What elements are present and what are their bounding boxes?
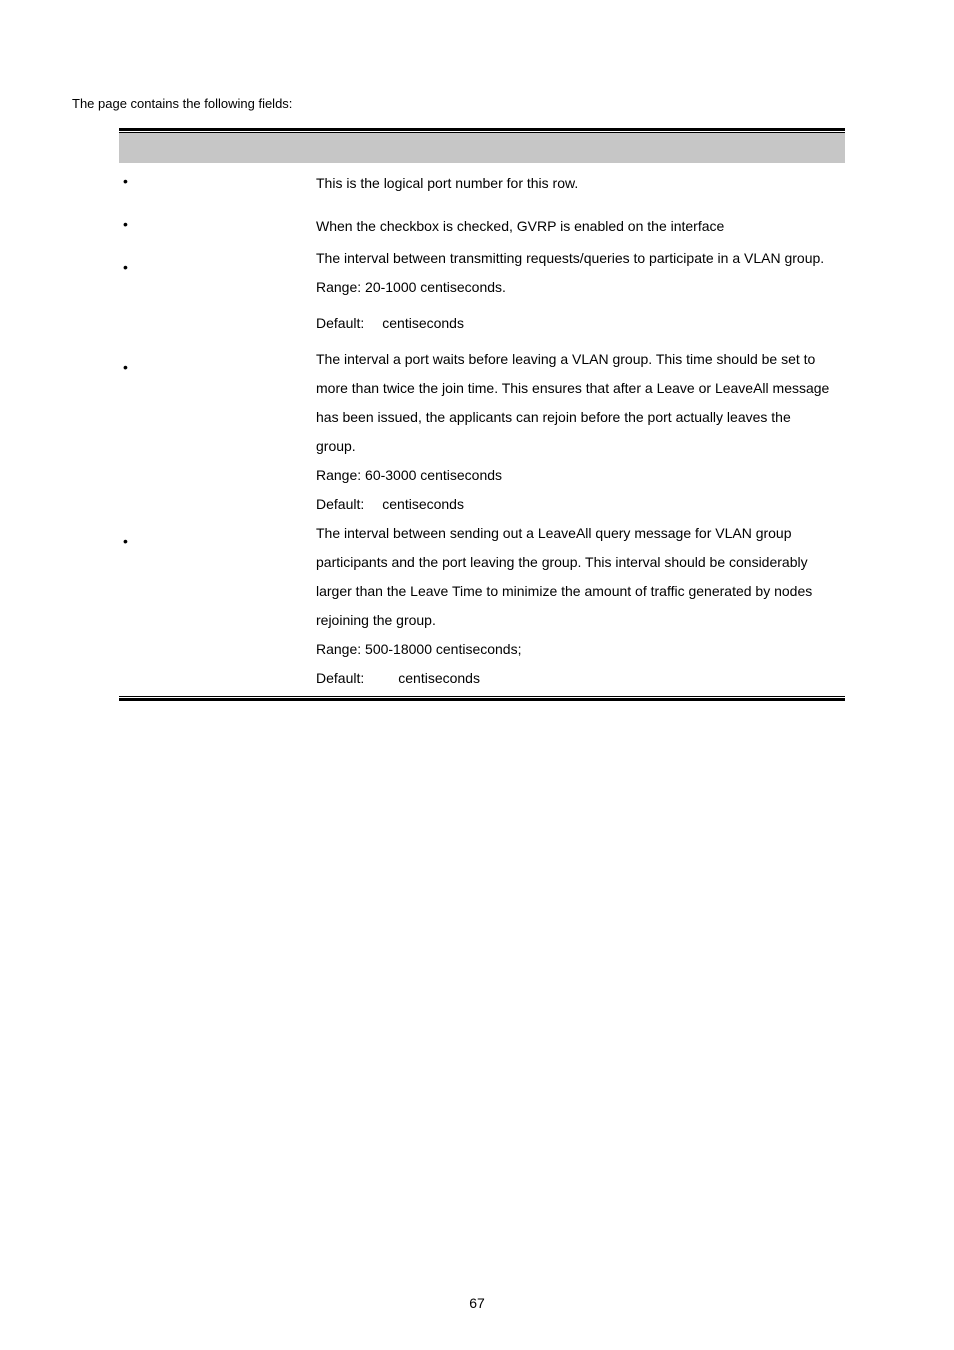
row-default [316, 664, 846, 693]
row-line: The interval between transmitting requests/queries to participate in a VLAN group. [316, 250, 825, 266]
default-unit: centiseconds [382, 315, 464, 331]
table-row-join-time [119, 244, 845, 345]
row-line: rejoining the group. [316, 612, 436, 628]
table-row-leave-time [119, 345, 845, 519]
row-line: The interval between sending out a LeaveAll query message for VLAN group [316, 525, 792, 541]
default-label: Default: [316, 496, 365, 512]
table-row-leaveall-time [119, 519, 845, 695]
page-number: 67 [469, 1295, 485, 1311]
row-line: participants and the port leaving the group. This interval should be considerably [316, 554, 808, 570]
row-line: group. [316, 438, 356, 454]
table-bottom-rule [119, 696, 845, 701]
table-row-gvrp-enabled [119, 206, 845, 244]
table-header [119, 133, 845, 163]
default-unit: centiseconds [398, 670, 480, 686]
intro-text: The page contains the following fields: [72, 96, 293, 111]
default-label: Default: [316, 670, 365, 686]
row-line: Range: 60-3000 centiseconds [316, 467, 503, 483]
bullet: • [123, 259, 128, 275]
row-line: Range: 500-18000 centiseconds; [316, 641, 522, 657]
bullet: • [123, 216, 128, 232]
row-line: This is the logical port number for this row. [316, 175, 579, 191]
default-label: Default: [316, 315, 365, 331]
row-line: The interval a port waits before leaving a VLAN group. This time should be set to [316, 351, 816, 367]
bullet: • [123, 533, 128, 549]
default-unit: centiseconds [382, 496, 464, 512]
fields-table [119, 128, 845, 695]
table-row-port [119, 163, 845, 206]
row-line: has been issued, the applicants can rejoin before the port actually leaves the [316, 409, 791, 425]
bullet: • [123, 359, 128, 375]
row-line: Range: 20-1000 centiseconds. [316, 279, 506, 295]
row-default [316, 490, 846, 519]
row-line: When the checkbox is checked, GVRP is enabled on the interface [316, 218, 725, 234]
row-line: larger than the Leave Time to minimize the amount of traffic generated by nodes [316, 583, 813, 599]
row-default [316, 309, 846, 338]
row-line: more than twice the join time. This ensures that after a Leave or LeaveAll message [316, 380, 830, 396]
bullet: • [123, 173, 128, 189]
